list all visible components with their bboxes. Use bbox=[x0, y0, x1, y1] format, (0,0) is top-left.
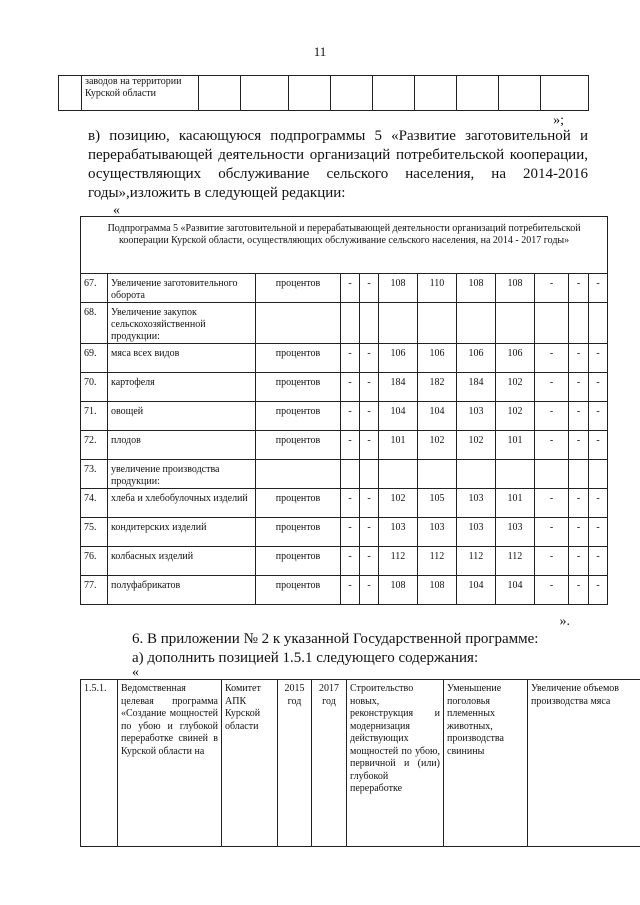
value-cell: - bbox=[535, 402, 569, 431]
value-cell bbox=[535, 303, 569, 344]
value-cell: 102 bbox=[457, 431, 496, 460]
value-cell: 104 bbox=[457, 576, 496, 605]
value-cell: - bbox=[341, 576, 360, 605]
value-cell: 106 bbox=[457, 344, 496, 373]
table-row bbox=[81, 576, 608, 605]
value-cell: 104 bbox=[418, 402, 457, 431]
indicator-name: Увеличение закупок сельскохозяйственной продукции: bbox=[108, 303, 256, 344]
value-cell bbox=[418, 460, 457, 489]
value-cell: - bbox=[535, 274, 569, 303]
value-cell: - bbox=[360, 518, 379, 547]
value-cell: 103 bbox=[457, 402, 496, 431]
page-number: 11 bbox=[313, 44, 327, 59]
value-cell: - bbox=[569, 402, 589, 431]
value-cell: 112 bbox=[496, 547, 535, 576]
unit bbox=[256, 303, 341, 344]
value-cell: - bbox=[535, 576, 569, 605]
closing-quote-2: ». bbox=[559, 614, 570, 629]
row-number: 67. bbox=[81, 274, 108, 303]
item-6-heading: 6. В приложении № 2 к указанной Государственной программе: bbox=[132, 631, 539, 647]
value-cell: - bbox=[589, 344, 608, 373]
fragment-text: заводов на территории Курской области bbox=[82, 76, 199, 111]
value-cell: - bbox=[589, 518, 608, 547]
unit: процентов bbox=[256, 518, 341, 547]
value-cell: - bbox=[535, 489, 569, 518]
value-cell bbox=[379, 460, 418, 489]
value-cell: - bbox=[535, 547, 569, 576]
value-cell bbox=[569, 303, 589, 344]
value-cell: 102 bbox=[496, 402, 535, 431]
value-cell: 103 bbox=[496, 518, 535, 547]
value-cell: - bbox=[360, 274, 379, 303]
fragment-cell bbox=[373, 76, 415, 111]
value-cell: - bbox=[341, 274, 360, 303]
value-cell: - bbox=[341, 373, 360, 402]
value-cell: 103 bbox=[418, 518, 457, 547]
value-cell: - bbox=[360, 489, 379, 518]
value-cell: - bbox=[535, 344, 569, 373]
table-row bbox=[81, 489, 608, 518]
row-number: 74. bbox=[81, 489, 108, 518]
row-number: 72. bbox=[81, 431, 108, 460]
value-cell: - bbox=[341, 431, 360, 460]
value-cell bbox=[360, 303, 379, 344]
value-cell: - bbox=[569, 344, 589, 373]
value-cell: 104 bbox=[496, 576, 535, 605]
unit bbox=[256, 460, 341, 489]
start-year: 2015 год bbox=[278, 680, 312, 847]
row-number: 71. bbox=[81, 402, 108, 431]
unit: процентов bbox=[256, 431, 341, 460]
value-cell: - bbox=[360, 344, 379, 373]
value-cell bbox=[589, 460, 608, 489]
value-cell: 104 bbox=[379, 402, 418, 431]
value-cell bbox=[457, 303, 496, 344]
program-name: Ведомственная целевая программа «Создание мощностей по убою и глубокой переработке свиней в Курской области на bbox=[118, 680, 222, 847]
value-cell: - bbox=[360, 576, 379, 605]
indicator-name: овощей bbox=[108, 402, 256, 431]
indicator-name: кондитерских изделий bbox=[108, 518, 256, 547]
closing-quote: »; bbox=[553, 113, 564, 128]
value-cell: - bbox=[360, 402, 379, 431]
unit: процентов bbox=[256, 547, 341, 576]
value-cell bbox=[535, 460, 569, 489]
value-cell: - bbox=[535, 431, 569, 460]
executor: Комитет АПК Курской области bbox=[222, 680, 278, 847]
value-cell bbox=[418, 303, 457, 344]
unit: процентов bbox=[256, 274, 341, 303]
value-cell: - bbox=[569, 518, 589, 547]
value-cell: - bbox=[589, 547, 608, 576]
value-cell bbox=[496, 460, 535, 489]
fragment-cell bbox=[499, 76, 541, 111]
subprogram-table bbox=[80, 216, 608, 605]
value-cell: 101 bbox=[496, 489, 535, 518]
top-table-fragment bbox=[58, 75, 589, 111]
value-cell: 106 bbox=[418, 344, 457, 373]
value-cell: 184 bbox=[457, 373, 496, 402]
fragment-cell bbox=[241, 76, 289, 111]
subprogram-title: Подпрограмма 5 «Развитие заготовительной и перерабатывающей деятельности организаций потребительской кооперации Курской области, осуществляющих обслуживание сельского населения, на 2014 - 2017 годы» bbox=[81, 217, 608, 274]
value-cell: 182 bbox=[418, 373, 457, 402]
value-cell: 106 bbox=[496, 344, 535, 373]
value-cell: 184 bbox=[379, 373, 418, 402]
value-cell bbox=[341, 303, 360, 344]
value-cell: - bbox=[569, 547, 589, 576]
value-cell: - bbox=[569, 373, 589, 402]
value-cell: 105 bbox=[418, 489, 457, 518]
row-number: 70. bbox=[81, 373, 108, 402]
table-row bbox=[81, 547, 608, 576]
fragment-cell bbox=[331, 76, 373, 111]
value-cell: - bbox=[360, 431, 379, 460]
value-cell: 108 bbox=[496, 274, 535, 303]
value-cell: - bbox=[569, 576, 589, 605]
fragment-cell bbox=[541, 76, 589, 111]
row-number: 68. bbox=[81, 303, 108, 344]
value-cell: - bbox=[535, 373, 569, 402]
value-cell: 103 bbox=[457, 489, 496, 518]
unit: процентов bbox=[256, 576, 341, 605]
value-cell: - bbox=[341, 344, 360, 373]
value-cell: - bbox=[589, 274, 608, 303]
value-cell: 102 bbox=[496, 373, 535, 402]
table-row bbox=[81, 431, 608, 460]
value-cell: 101 bbox=[496, 431, 535, 460]
value-cell: - bbox=[589, 373, 608, 402]
indicator-name: полуфабрикатов bbox=[108, 576, 256, 605]
row-number: 75. bbox=[81, 518, 108, 547]
new-position-row bbox=[81, 680, 640, 847]
end-year: 2017 год bbox=[312, 680, 347, 847]
table-row bbox=[81, 460, 608, 489]
value-cell: 102 bbox=[418, 431, 457, 460]
opening-quote: « bbox=[113, 203, 120, 218]
fragment-cell bbox=[457, 76, 499, 111]
value-cell bbox=[457, 460, 496, 489]
indicator-link: Увеличение объемов производства мяса bbox=[528, 680, 640, 847]
value-cell: 108 bbox=[457, 274, 496, 303]
table-row bbox=[81, 518, 608, 547]
table-row bbox=[81, 344, 608, 373]
indicator-name: плодов bbox=[108, 431, 256, 460]
value-cell bbox=[569, 460, 589, 489]
value-cell bbox=[360, 460, 379, 489]
value-cell: - bbox=[569, 274, 589, 303]
value-cell: - bbox=[569, 489, 589, 518]
table-row bbox=[81, 303, 608, 344]
value-cell: - bbox=[341, 547, 360, 576]
value-cell: 103 bbox=[379, 518, 418, 547]
row-number: 69. bbox=[81, 344, 108, 373]
indicator-name: Увеличение заготовительного оборота bbox=[108, 274, 256, 303]
fragment-cell bbox=[289, 76, 331, 111]
value-cell: 108 bbox=[379, 576, 418, 605]
value-cell: - bbox=[589, 402, 608, 431]
unit: процентов bbox=[256, 373, 341, 402]
value-cell: - bbox=[569, 431, 589, 460]
table-row bbox=[81, 402, 608, 431]
value-cell: - bbox=[535, 518, 569, 547]
value-cell: - bbox=[360, 373, 379, 402]
paragraph-v: в) позицию, касающуюся подпрограммы 5 «Развитие заготовительной и перерабатывающей деятельности организаций потребительской кооперации, осуществляющих обслуживание сельского населения, на 2014-2016 годы»,изложить в следующей редакции: bbox=[88, 128, 588, 201]
expected-result: Строительство новых, реконструкция и модернизация действующих мощностей по убою, первичной и (или) глубокой переработке bbox=[347, 680, 444, 847]
value-cell: 102 bbox=[379, 489, 418, 518]
row-number: 73. bbox=[81, 460, 108, 489]
value-cell bbox=[496, 303, 535, 344]
fragment-cell bbox=[415, 76, 457, 111]
value-cell: - bbox=[341, 489, 360, 518]
fragment-cell bbox=[199, 76, 241, 111]
value-cell: - bbox=[589, 489, 608, 518]
value-cell: 110 bbox=[418, 274, 457, 303]
unit: процентов bbox=[256, 489, 341, 518]
unit: процентов bbox=[256, 344, 341, 373]
value-cell: - bbox=[341, 518, 360, 547]
value-cell: - bbox=[589, 431, 608, 460]
value-cell: 112 bbox=[379, 547, 418, 576]
indicator-name: хлеба и хлебобулочных изделий bbox=[108, 489, 256, 518]
value-cell: - bbox=[589, 576, 608, 605]
row-number: 76. bbox=[81, 547, 108, 576]
table-row bbox=[81, 373, 608, 402]
indicator-name: увеличение производства продукции: bbox=[108, 460, 256, 489]
position-number: 1.5.1. bbox=[81, 680, 118, 847]
value-cell: 103 bbox=[457, 518, 496, 547]
value-cell: - bbox=[360, 547, 379, 576]
value-cell: 112 bbox=[418, 547, 457, 576]
value-cell: 112 bbox=[457, 547, 496, 576]
value-cell bbox=[341, 460, 360, 489]
value-cell: 101 bbox=[379, 431, 418, 460]
indicator-name: картофеля bbox=[108, 373, 256, 402]
value-cell: - bbox=[341, 402, 360, 431]
opening-quote-2: « bbox=[132, 665, 139, 680]
value-cell: 106 bbox=[379, 344, 418, 373]
table-row bbox=[81, 274, 608, 303]
indicator-name: мяса всех видов bbox=[108, 344, 256, 373]
value-cell bbox=[589, 303, 608, 344]
consequence: Уменьшение поголовья племенных животных, производства свинины bbox=[444, 680, 528, 847]
unit: процентов bbox=[256, 402, 341, 431]
value-cell: 108 bbox=[418, 576, 457, 605]
new-position-table bbox=[80, 679, 640, 847]
value-cell: 108 bbox=[379, 274, 418, 303]
item-6-subheading: а) дополнить позицией 1.5.1 следующего содержания: bbox=[132, 650, 479, 666]
indicator-name: колбасных изделий bbox=[108, 547, 256, 576]
row-number: 77. bbox=[81, 576, 108, 605]
fragment-cell bbox=[59, 76, 82, 111]
value-cell bbox=[379, 303, 418, 344]
